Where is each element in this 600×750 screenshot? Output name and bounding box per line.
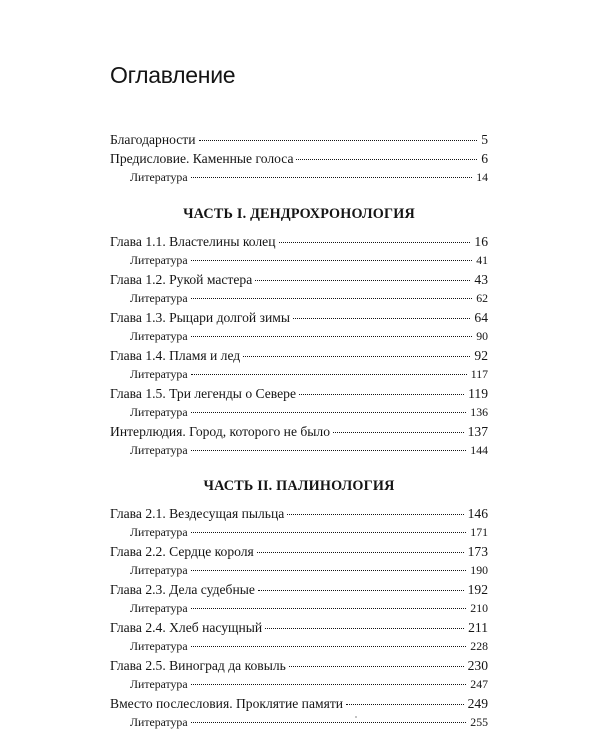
page-number: 90: [476, 329, 488, 343]
entry-title: Предисловие. Каменные голоса: [110, 151, 294, 166]
dot-leader: [191, 570, 467, 571]
entry-title: Интерлюдия. Город, которого не было: [110, 424, 331, 439]
dot-leader: [279, 242, 471, 243]
entry-title: Литература: [130, 329, 188, 343]
toc-subentry: [110, 561, 488, 580]
dot-leader: [191, 336, 473, 337]
dot-leader: [333, 432, 464, 433]
entry-title: Литература: [130, 563, 188, 577]
dot-leader: [265, 628, 464, 629]
entry-title: Глава 1.1. Властелины колец: [110, 234, 276, 249]
part-heading: ЧАСТЬ I. ДЕНДРОХРОНОЛОГИЯ: [183, 206, 415, 222]
dot-leader: [191, 374, 467, 375]
page-number: 173: [467, 544, 488, 559]
toc-entry: [110, 656, 488, 675]
part-entry-list: [110, 504, 488, 732]
page-number: 210: [470, 601, 488, 615]
entry-title: Глава 2.4. Хлеб насущный: [110, 620, 263, 635]
toc-subentry: [110, 441, 488, 460]
entry-title: Литература: [130, 291, 188, 305]
toc-entry: [110, 618, 488, 637]
page-title: Оглавление: [110, 62, 236, 88]
page-number: 228: [470, 639, 488, 653]
entry-title: Глава 2.2. Сердце короля: [110, 544, 254, 559]
entry-title: Литература: [130, 367, 188, 381]
dot-leader: [287, 514, 463, 515]
entry-title: Благодарности: [110, 132, 196, 147]
toc-subentry: [110, 365, 488, 384]
page-number: 146: [467, 506, 488, 521]
toc-entry: [110, 270, 488, 289]
dot-leader: [191, 608, 467, 609]
toc-entry: [110, 384, 488, 403]
print-speck: [355, 716, 357, 718]
entry-title: Литература: [130, 443, 188, 457]
dot-leader: [191, 450, 467, 451]
toc-entry: [110, 694, 488, 713]
dot-leader: [191, 684, 467, 685]
dot-leader: [296, 159, 477, 160]
page-number: 62: [476, 291, 488, 305]
dot-leader: [191, 532, 467, 533]
dot-leader: [255, 280, 470, 281]
toc-subentry: [110, 523, 488, 542]
toc-entry: [110, 504, 488, 523]
page-number: 136: [470, 405, 488, 419]
toc-entry: [110, 580, 488, 599]
dot-leader: [346, 704, 464, 705]
toc-subentry: [110, 289, 488, 308]
page-number: 192: [467, 582, 488, 597]
dot-leader: [258, 590, 464, 591]
toc-entry: [110, 232, 488, 251]
dot-leader: [191, 298, 473, 299]
dot-leader: [199, 140, 478, 141]
entry-title: Литература: [130, 715, 188, 729]
dot-leader: [191, 260, 473, 261]
entry-title: Литература: [130, 253, 188, 267]
toc-subentry: [110, 403, 488, 422]
dot-leader: [299, 394, 464, 395]
toc-entry: [110, 422, 488, 441]
page-number: 255: [470, 715, 488, 729]
entry-title: Литература: [130, 601, 188, 615]
dot-leader: [191, 722, 467, 723]
toc-subentry: [110, 637, 488, 656]
page-number: 249: [467, 696, 488, 711]
entry-title: Литература: [130, 639, 188, 653]
toc-subentry: [110, 713, 488, 732]
dot-leader: [243, 356, 470, 357]
page-number: 6: [481, 151, 488, 166]
toc-subentry: [110, 251, 488, 270]
entry-title: Вместо послесловия. Проклятие памяти: [110, 696, 344, 711]
page-number: 16: [474, 234, 488, 249]
entry-title: Глава 2.1. Вездесущая пыльца: [110, 506, 285, 521]
dot-leader: [191, 646, 467, 647]
page-number: 5: [481, 132, 488, 147]
entry-title: Глава 2.3. Дела судебные: [110, 582, 255, 597]
page-number: 211: [468, 620, 488, 635]
page-number: 230: [467, 658, 488, 673]
entry-title: Глава 1.4. Пламя и лед: [110, 348, 241, 363]
toc-entry: [110, 130, 488, 149]
page-number: 137: [467, 424, 488, 439]
dot-leader: [289, 666, 464, 667]
dot-leader: [293, 318, 470, 319]
entry-title: Глава 1.2. Рукой мастера: [110, 272, 253, 287]
toc-subentry: [110, 327, 488, 346]
page-number: 171: [470, 525, 488, 539]
page-number: 190: [470, 563, 488, 577]
table-of-contents: [110, 130, 488, 732]
toc-entry: [110, 308, 488, 327]
toc-entry: [110, 149, 488, 168]
page-number: 117: [470, 367, 488, 381]
dot-leader: [191, 177, 473, 178]
entry-title: Литература: [130, 525, 188, 539]
toc-entry: [110, 346, 488, 365]
toc-subentry: [110, 599, 488, 618]
toc-entry: [110, 542, 488, 561]
toc-subentry: [110, 168, 488, 187]
page-number: 43: [474, 272, 488, 287]
page-number: 119: [468, 386, 488, 401]
page-number: 41: [476, 253, 488, 267]
dot-leader: [191, 412, 467, 413]
page-number: 92: [474, 348, 488, 363]
entry-title: Глава 1.5. Три легенды о Севере: [110, 386, 297, 401]
front-matter-list: [110, 130, 488, 187]
part-entry-list: [110, 232, 488, 460]
part-heading: ЧАСТЬ II. ПАЛИНОЛОГИЯ: [203, 478, 395, 494]
page-number: 14: [476, 170, 488, 184]
page-number: 64: [474, 310, 488, 325]
entry-title: Литература: [130, 405, 188, 419]
page-number: 144: [470, 443, 488, 457]
entry-title: Литература: [130, 170, 188, 184]
toc-subentry: [110, 675, 488, 694]
entry-title: Глава 2.5. Виноград да ковыль: [110, 658, 286, 673]
entry-title: Литература: [130, 677, 188, 691]
page-number: 247: [470, 677, 488, 691]
entry-title: Глава 1.3. Рыцари долгой зимы: [110, 310, 290, 325]
dot-leader: [257, 552, 464, 553]
